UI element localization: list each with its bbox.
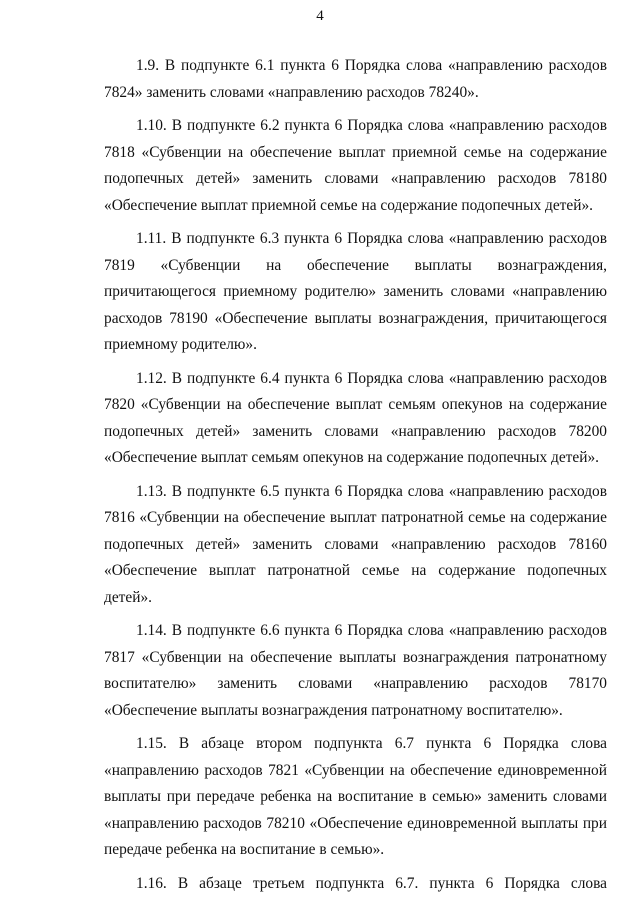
paragraph-1-10: 1.10. В подпункте 6.2 пункта 6 Порядка слова «направлению расходов 7818 «Субвенции на обеспечение выплат приемной семье на содержание подопечных детей» заменить словами «направлению расходов 78180 «Обеспечение выплат приемной семье на содержание подопечных детей».	[104, 117, 607, 214]
paragraph-1-9: 1.9. В подпункте 6.1 пункта 6 Порядка слова «направлению расходов 7824» заменить словами «направлению расходов 78240».	[104, 57, 607, 101]
paragraph-1-15: 1.15. В абзаце втором подпункта 6.7 пункта 6 Порядка слова «направлению расходов 7821 «Субвенции на обеспечение единовременной выплаты при передаче ребенка на воспитание в семью» заменить словами «направлению расходов 78210 «Обеспечение единовременной выплаты при передаче ребенка на воспитание в семью».	[104, 735, 607, 858]
document-body	[104, 53, 607, 904]
page-number: 4	[316, 8, 324, 24]
paragraph-1-11: 1.11. В подпункте 6.3 пункта 6 Порядка слова «направлению расходов 7819 «Субвенции на обеспечение выплаты вознаграждения, причитающегося приемному родителю» заменить словами «направлению расходов 78190 «Обеспечение выплаты вознаграждения, причитающегося приемному родителю».	[104, 230, 607, 353]
paragraph-1-14: 1.14. В подпункте 6.6 пункта 6 Порядка слова «направлению расходов 7817 «Субвенции на обеспечение выплаты вознаграждения патронатному воспитателю» заменить словами «направлению расходов 78170 «Обеспечение выплаты вознаграждения патронатному воспитателю».	[104, 622, 607, 719]
paragraph-1-16: 1.16. В абзаце третьем подпункта 6.7. пункта 6 Порядка слова	[136, 874, 607, 892]
paragraph-1-13: 1.13. В подпункте 6.5 пункта 6 Порядка слова «направлению расходов 7816 «Субвенции на обеспечение выплат патронатной семье на содержание подопечных детей» заменить словами «направлению расходов 78160 «Обеспечение выплат патронатной семье на содержание подопечных детей».	[104, 482, 607, 606]
paragraph-1-12: 1.12. В подпункте 6.4 пункта 6 Порядка слова «направлению расходов 7820 «Субвенции на обеспечение выплат семьям опекунов на содержание подопечных детей» заменить словами «направлению расходов 78200 «Обеспечение выплат семьям опекунов на содержание подопечных детей».	[104, 369, 607, 466]
